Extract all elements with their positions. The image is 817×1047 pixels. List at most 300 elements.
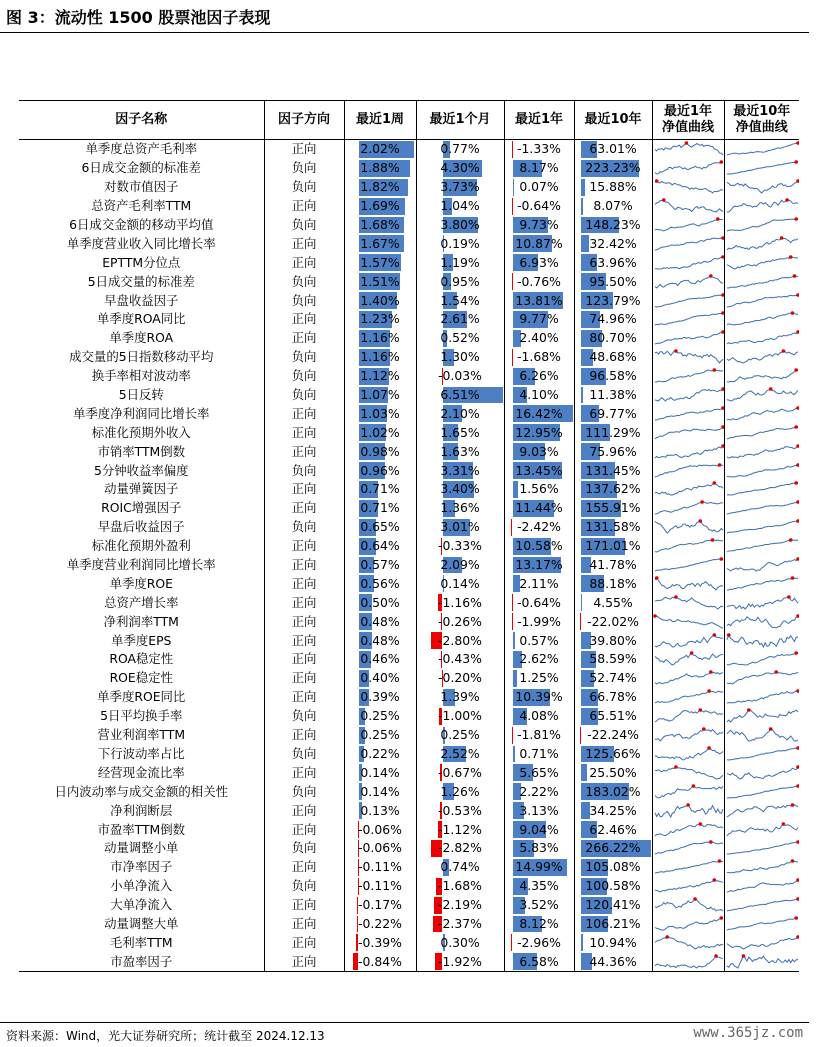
return-1w-cell (344, 291, 416, 310)
return-1y-value: 3.52% (519, 897, 558, 912)
nav-curve-1y-cell (652, 329, 724, 348)
return-1m-cell (416, 272, 504, 291)
nav-curve-1y (653, 518, 725, 536)
nav-curve-1y (653, 499, 725, 517)
return-1y-value: -2.42% (517, 519, 561, 534)
factor-name: 单季度营业收入同比增长率 (19, 234, 264, 253)
return-1w-cell (344, 329, 416, 348)
return-1w-value: 0.48% (360, 614, 399, 629)
factor-direction: 正向 (264, 933, 344, 952)
return-10y-cell (574, 896, 652, 915)
return-10y-cell (574, 915, 652, 934)
nav-curve-1y (653, 329, 725, 347)
nav-curve-1y-cell (652, 348, 724, 367)
return-1m-cell (416, 896, 504, 915)
return-1y-cell (504, 518, 574, 537)
return-1y-cell (504, 367, 574, 386)
nav-curve-1y (653, 915, 725, 933)
return-10y-cell (574, 140, 652, 159)
table-row (19, 404, 799, 423)
return-1y-value: 10.39% (515, 689, 562, 704)
factor-name: 对数市值因子 (19, 178, 264, 197)
header-10y-curve-label: 最近10年 净值曲线 (733, 104, 790, 135)
return-10y-value: 63.01% (589, 141, 636, 156)
factor-name: 单季度净利润同比增长率 (19, 404, 264, 423)
return-1y-cell (504, 915, 574, 934)
header-1y: 最近1年 (504, 101, 574, 140)
nav-curve-1y-cell (652, 707, 724, 726)
return-1m-value: -2.82% (438, 840, 482, 855)
table-row (19, 763, 799, 782)
return-1y-value: 4.35% (519, 878, 558, 893)
return-1y-bar (511, 934, 512, 951)
nav-curve-1y (653, 140, 725, 158)
return-1y-value: 14.99% (515, 859, 562, 874)
return-1w-value: -0.39% (358, 935, 402, 950)
return-1w-cell (344, 310, 416, 329)
table-row (19, 820, 799, 839)
return-1y-value: -2.96% (517, 935, 561, 950)
return-1w-cell (344, 745, 416, 764)
return-1m-cell (416, 650, 504, 669)
factor-name: 下行波动率占比 (19, 745, 264, 764)
factor-name: 净利润率TTM (19, 612, 264, 631)
return-1y-cell (504, 707, 574, 726)
return-1y-cell (504, 291, 574, 310)
return-10y-value: 137.62% (585, 481, 640, 496)
return-1m-value: 0.52% (440, 330, 479, 345)
return-10y-cell (574, 631, 652, 650)
nav-curve-10y-cell (724, 253, 799, 272)
return-1y-cell (504, 631, 574, 650)
return-1w-cell (344, 763, 416, 782)
nav-curve-10y-cell (724, 272, 799, 291)
factor-direction: 负向 (264, 518, 344, 537)
nav-curve-10y-cell (724, 386, 799, 405)
nav-curve-1y (653, 178, 725, 196)
return-1y-cell (504, 726, 574, 745)
return-1m-value: 3.40% (440, 481, 479, 496)
return-1m-value: 1.36% (440, 500, 479, 515)
return-1w-cell (344, 707, 416, 726)
return-1y-cell (504, 688, 574, 707)
nav-curve-10y-cell (724, 688, 799, 707)
return-10y-value: 106.21% (585, 916, 640, 931)
return-1m-value: 0.95% (440, 274, 479, 289)
nav-curve-1y (653, 594, 725, 612)
return-1y-value: 2.62% (519, 651, 558, 666)
return-1y-value: 4.10% (519, 387, 558, 402)
factor-direction: 负向 (264, 367, 344, 386)
return-10y-cell (574, 556, 652, 575)
return-1w-value: 0.98% (360, 444, 399, 459)
nav-curve-1y (653, 443, 725, 461)
return-10y-bar (581, 235, 590, 252)
return-10y-value: 4.55% (593, 595, 632, 610)
table-row (19, 234, 799, 253)
return-1w-cell (344, 650, 416, 669)
return-1m-cell (416, 839, 504, 858)
return-10y-cell (574, 159, 652, 178)
return-1w-value: 0.65% (360, 519, 399, 534)
table-row (19, 952, 799, 971)
return-1w-cell (344, 216, 416, 235)
return-10y-value: 25.50% (589, 765, 636, 780)
factor-name: 动量调整大单 (19, 915, 264, 934)
nav-curve-1y (653, 537, 725, 555)
return-1m-cell (416, 367, 504, 386)
return-1m-value: -0.33% (438, 538, 482, 553)
return-1y-value: 6.26% (519, 368, 558, 383)
nav-curve-1y (653, 745, 725, 763)
nav-curve-1y (653, 367, 725, 385)
nav-curve-1y-cell (652, 518, 724, 537)
return-1y-value: 2.11% (519, 576, 558, 591)
return-1m-value: 3.80% (440, 217, 479, 232)
nav-curve-10y-cell (724, 140, 799, 159)
return-1m-cell (416, 707, 504, 726)
return-1m-value: -0.43% (438, 651, 482, 666)
table-row (19, 801, 799, 820)
nav-curve-10y-cell (724, 726, 799, 745)
return-1y-bar (513, 746, 516, 763)
return-1w-value: 2.02% (360, 141, 399, 156)
return-10y-bar (581, 179, 585, 196)
nav-curve-10y-cell (724, 858, 799, 877)
return-1w-value: 1.57% (360, 255, 399, 270)
return-1w-cell (344, 386, 416, 405)
return-10y-cell (574, 537, 652, 556)
return-1y-cell (504, 499, 574, 518)
return-1y-value: 0.57% (519, 633, 558, 648)
return-10y-value: 155.91% (585, 500, 640, 515)
nav-curve-10y-cell (724, 461, 799, 480)
return-1y-cell (504, 404, 574, 423)
table-row (19, 631, 799, 650)
nav-curve-10y (725, 235, 800, 253)
factor-name: 单季度营业利润同比增长率 (19, 556, 264, 575)
nav-curve-10y-cell (724, 612, 799, 631)
return-1w-cell (344, 688, 416, 707)
return-10y-bar (581, 387, 584, 404)
return-1y-value: -1.33% (517, 141, 561, 156)
nav-curve-10y-cell (724, 650, 799, 669)
return-1m-value: 0.74% (440, 859, 479, 874)
return-1m-value: -1.00% (438, 708, 482, 723)
return-10y-value: 120.41% (585, 897, 640, 912)
return-10y-value: 96.58% (589, 368, 636, 383)
return-1m-cell (416, 877, 504, 896)
return-1m-cell (416, 858, 504, 877)
nav-curve-1y-cell (652, 933, 724, 952)
return-1w-value: 0.96% (360, 463, 399, 478)
table-row (19, 726, 799, 745)
nav-curve-10y (725, 745, 800, 763)
factor-name: 大单净流入 (19, 896, 264, 915)
return-1m-value: 2.09% (440, 557, 479, 572)
factor-direction: 负向 (264, 291, 344, 310)
return-10y-cell (574, 518, 652, 537)
nav-curve-10y (725, 839, 800, 857)
return-1m-value: -2.80% (438, 633, 482, 648)
return-1w-value: 1.69% (360, 198, 399, 213)
return-1y-value: 5.65% (519, 765, 558, 780)
return-10y-cell (574, 197, 652, 216)
watermark: www.365jz.com (693, 1025, 803, 1041)
nav-curve-10y-cell (724, 707, 799, 726)
factor-direction: 负向 (264, 386, 344, 405)
return-1y-cell (504, 858, 574, 877)
return-1w-cell (344, 556, 416, 575)
nav-curve-10y-cell (724, 933, 799, 952)
return-1w-value: -0.17% (358, 897, 402, 912)
factor-direction: 正向 (264, 593, 344, 612)
return-1y-bar (513, 481, 519, 498)
return-1m-cell (416, 574, 504, 593)
factor-name: 单季度EPS (19, 631, 264, 650)
source-note: 资料来源：Wind，光大证券研究所；统计截至 2024.12.13 (6, 1027, 325, 1044)
return-1w-value: 0.14% (360, 765, 399, 780)
return-1w-value: 1.16% (360, 330, 399, 345)
return-1y-value: -0.76% (517, 274, 561, 289)
return-1m-value: 1.19% (440, 255, 479, 270)
factor-direction: 正向 (264, 234, 344, 253)
table-row (19, 688, 799, 707)
nav-curve-10y-cell (724, 518, 799, 537)
return-1m-cell (416, 745, 504, 764)
nav-curve-10y (725, 424, 800, 442)
return-10y-cell (574, 801, 652, 820)
return-1m-cell (416, 556, 504, 575)
return-10y-cell (574, 933, 652, 952)
return-1y-cell (504, 745, 574, 764)
return-1y-value: 5.83% (519, 840, 558, 855)
return-10y-value: 100.58% (585, 878, 640, 893)
return-10y-cell (574, 367, 652, 386)
nav-curve-1y-cell (652, 896, 724, 915)
return-1m-cell (416, 518, 504, 537)
table-row (19, 877, 799, 896)
factor-direction: 正向 (264, 253, 344, 272)
return-1y-cell (504, 896, 574, 915)
return-1w-value: 0.22% (360, 746, 399, 761)
return-1y-cell (504, 593, 574, 612)
return-1w-value: 0.71% (360, 481, 399, 496)
return-1m-cell (416, 688, 504, 707)
return-10y-cell (574, 404, 652, 423)
factor-direction: 正向 (264, 404, 344, 423)
table-row (19, 140, 799, 159)
factor-table (19, 100, 799, 972)
return-1m-value: 1.54% (440, 293, 479, 308)
return-1y-cell (504, 669, 574, 688)
table-row (19, 423, 799, 442)
table-row (19, 386, 799, 405)
nav-curve-10y (725, 443, 800, 461)
nav-curve-10y-cell (724, 159, 799, 178)
return-1m-value: 1.39% (440, 689, 479, 704)
nav-curve-1y-cell (652, 461, 724, 480)
factor-name: 单季度ROA (19, 329, 264, 348)
return-1y-value: 12.95% (515, 425, 562, 440)
return-10y-value: 66.78% (589, 689, 636, 704)
nav-curve-10y-cell (724, 480, 799, 499)
nav-curve-10y (725, 764, 800, 782)
return-1y-cell (504, 234, 574, 253)
return-10y-value: 32.42% (589, 236, 636, 251)
nav-curve-10y (725, 688, 800, 706)
factor-direction: 正向 (264, 442, 344, 461)
return-1w-value: 0.56% (360, 576, 399, 591)
nav-curve-10y (725, 556, 800, 574)
nav-curve-10y-cell (724, 820, 799, 839)
return-1m-value: -0.26% (438, 614, 482, 629)
nav-curve-10y (725, 518, 800, 536)
nav-curve-10y-cell (724, 537, 799, 556)
return-10y-value: 11.38% (589, 387, 636, 402)
nav-curve-1y (653, 783, 725, 801)
nav-curve-1y-cell (652, 612, 724, 631)
nav-curve-10y-cell (724, 367, 799, 386)
factor-name: 单季度总资产毛利率 (19, 140, 264, 159)
return-1y-cell (504, 348, 574, 367)
return-1y-value: -0.64% (517, 198, 561, 213)
factor-direction: 正向 (264, 650, 344, 669)
nav-curve-1y (653, 386, 725, 404)
return-1y-bar (512, 727, 513, 744)
factor-direction: 负向 (264, 178, 344, 197)
table-row (19, 896, 799, 915)
return-1m-cell (416, 499, 504, 518)
return-1w-value: 0.13% (360, 803, 399, 818)
factor-direction: 正向 (264, 631, 344, 650)
nav-curve-10y (725, 669, 800, 687)
return-10y-cell (574, 310, 652, 329)
figure-title: 图 3：流动性 1500 股票池因子表现 (6, 5, 270, 28)
nav-curve-1y (653, 650, 725, 668)
return-1y-value: 8.17% (519, 160, 558, 175)
return-1w-value: 0.25% (360, 708, 399, 723)
return-10y-value: 131.58% (585, 519, 640, 534)
factor-direction: 负向 (264, 839, 344, 858)
factor-direction: 正向 (264, 329, 344, 348)
nav-curve-1y (653, 292, 725, 310)
return-1m-cell (416, 253, 504, 272)
nav-curve-10y (725, 858, 800, 876)
table-row (19, 253, 799, 272)
return-1w-value: 1.51% (360, 274, 399, 289)
table-row (19, 839, 799, 858)
nav-curve-10y-cell (724, 310, 799, 329)
return-1y-cell (504, 423, 574, 442)
return-1y-value: 11.44% (515, 500, 562, 515)
return-10y-value: 62.46% (589, 822, 636, 837)
nav-curve-10y-cell (724, 197, 799, 216)
nav-curve-1y-cell (652, 801, 724, 820)
factor-direction: 正向 (264, 820, 344, 839)
factor-direction: 正向 (264, 688, 344, 707)
return-1w-cell (344, 140, 416, 159)
return-1w-cell (344, 820, 416, 839)
header-10y: 最近10年 (574, 101, 652, 140)
table-row (19, 367, 799, 386)
return-10y-value: 148.23% (585, 217, 640, 232)
return-1w-cell (344, 234, 416, 253)
return-10y-cell (574, 234, 652, 253)
return-1m-value: -1.16% (438, 595, 482, 610)
table-row (19, 782, 799, 801)
return-1m-cell (416, 442, 504, 461)
return-1y-value: 10.58% (515, 538, 562, 553)
header-direction: 因子方向 (264, 101, 344, 140)
return-1y-value: 16.42% (515, 406, 562, 421)
return-1m-cell (416, 952, 504, 971)
return-1w-value: 0.57% (360, 557, 399, 572)
table-row (19, 745, 799, 764)
nav-curve-1y-cell (652, 272, 724, 291)
return-10y-bar (581, 594, 582, 611)
nav-curve-1y-cell (652, 782, 724, 801)
factor-direction: 正向 (264, 140, 344, 159)
return-1m-cell (416, 480, 504, 499)
nav-curve-1y-cell (652, 669, 724, 688)
return-1m-value: 0.19% (440, 236, 479, 251)
return-10y-bar (581, 764, 588, 781)
return-1w-value: 0.39% (360, 689, 399, 704)
return-10y-cell (574, 178, 652, 197)
nav-curve-10y (725, 329, 800, 347)
nav-curve-1y-cell (652, 216, 724, 235)
return-1m-cell (416, 178, 504, 197)
factor-direction: 正向 (264, 858, 344, 877)
nav-curve-10y (725, 348, 800, 366)
nav-curve-1y-cell (652, 423, 724, 442)
table-row (19, 310, 799, 329)
return-1y-value: 1.56% (519, 481, 558, 496)
return-1w-cell (344, 593, 416, 612)
nav-curve-10y (725, 934, 800, 952)
return-1y-cell (504, 140, 574, 159)
return-1w-cell (344, 253, 416, 272)
nav-curve-1y (653, 310, 725, 328)
nav-curve-10y-cell (724, 669, 799, 688)
return-1y-cell (504, 442, 574, 461)
nav-curve-1y (653, 877, 725, 895)
factor-direction: 正向 (264, 310, 344, 329)
table-row (19, 858, 799, 877)
nav-curve-1y (653, 405, 725, 423)
return-10y-cell (574, 574, 652, 593)
nav-curve-10y (725, 707, 800, 725)
return-1m-cell (416, 216, 504, 235)
return-1w-value: 1.16% (360, 349, 399, 364)
nav-curve-1y-cell (652, 688, 724, 707)
return-1y-cell (504, 197, 574, 216)
return-1y-cell (504, 310, 574, 329)
return-10y-value: 105.08% (585, 859, 640, 874)
return-1m-value: 1.30% (440, 349, 479, 364)
nav-curve-1y (653, 707, 725, 725)
return-1w-value: 0.64% (360, 538, 399, 553)
header-factor-name: 因子名称 (19, 101, 264, 140)
return-1m-value: 6.51% (440, 387, 479, 402)
nav-curve-1y (653, 216, 725, 234)
return-1w-cell (344, 877, 416, 896)
table-row (19, 650, 799, 669)
nav-curve-1y (653, 575, 725, 593)
return-1w-cell (344, 178, 416, 197)
return-10y-bar (580, 727, 581, 744)
